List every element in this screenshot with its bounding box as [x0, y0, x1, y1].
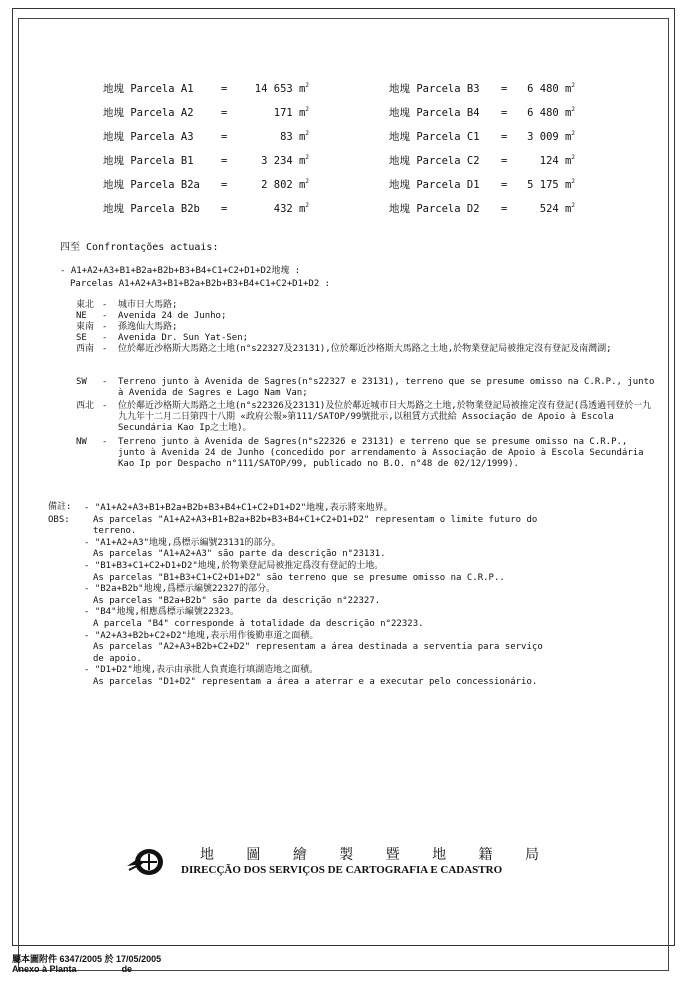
note-line: As parcelas "D1+D2" representam a área a aterrar e a executar pelo concessionário.: [93, 677, 538, 687]
notes-label-cn: 備註:: [48, 502, 72, 512]
note-line: As parcelas "A1+A2+A3" são parte da descrição n°23131.: [93, 549, 386, 560]
confrontation-item: [0, 437, 681, 481]
direction-dash: -: [102, 377, 108, 387]
parcel-name: 地塊 Parcela B2a: [103, 179, 200, 191]
direction-dash: -: [102, 401, 108, 411]
agency-logo-icon: [125, 844, 169, 880]
direction-text: 城市日大馬路;: [118, 300, 178, 310]
parcel-name: 地塊 Parcela D1: [389, 179, 480, 191]
parcel-row: [389, 177, 609, 193]
direction-dash: -: [102, 333, 108, 343]
area-unit-exponent: 2: [305, 82, 309, 89]
parcel-name: 地塊 Parcela A3: [103, 131, 194, 143]
parcel-row: [389, 153, 609, 169]
parcel-equals: =: [501, 155, 508, 167]
parcel-name: 地塊 Parcela C1: [389, 131, 480, 143]
parcel-area: 124 $m^2$: [539, 154, 575, 167]
parcel-row: [389, 129, 609, 145]
note-line: - "D1+D2"地塊,表示由承批人負責進行填湖造地之面積。: [84, 665, 319, 676]
parcel-area: 524 $m^2$: [539, 202, 575, 215]
area-unit-exponent: 2: [571, 154, 575, 161]
footer-annex-pt: [12, 964, 132, 974]
parcel-area: 171 $m^2$: [273, 106, 309, 119]
parcel-name: 地塊 Parcela B3: [389, 83, 480, 95]
note-line: - "A2+A3+B2b+C2+D2"地塊,表示用作後勤車道之面積。: [84, 630, 319, 641]
note-line: As parcelas "A2+A3+B2b+C2+D2" representam a área destinada a serventia para serviço: [93, 642, 543, 653]
area-unit-exponent: 2: [571, 130, 575, 137]
parcel-area: 5 175 $m^2$: [527, 178, 575, 191]
parcel-row: [389, 81, 609, 97]
area-unit-exponent: 2: [571, 82, 575, 89]
agency-name-char: 繪: [292, 847, 308, 863]
area-unit-exponent: 2: [571, 202, 575, 209]
agency-name-char: 暨: [385, 847, 401, 863]
parcel-equals: =: [501, 107, 508, 119]
agency-name-char: 地: [200, 847, 215, 863]
note-line: A parcela "B4" corresponde à totalidade da descrição n°22323.: [93, 619, 424, 629]
parcel-row: [103, 201, 323, 217]
parcel-name: 地塊 Parcela D2: [389, 203, 480, 215]
parcel-row: [103, 129, 323, 145]
notes-label-obs: OBS:: [48, 515, 70, 525]
parcel-area: 83 $m^2$: [280, 130, 309, 143]
parcel-area: 3 234 $m^2$: [261, 154, 309, 167]
parcel-equals: =: [501, 83, 508, 95]
area-unit-exponent: 2: [305, 106, 309, 113]
direction-label: SW: [76, 377, 87, 387]
direction-text: Avenida Dr. Sun Yat-Sen;: [118, 333, 249, 343]
area-unit-exponent: 2: [571, 106, 575, 113]
direction-dash: -: [102, 300, 108, 310]
parcels-pt-line: Parcelas A1+A2+A3+B1+B2a+B2b+B3+B4+C1+C2+D1+D2 :: [70, 279, 331, 289]
parcel-equals: =: [221, 83, 228, 95]
parcel-area: 2 802 $m^2$: [261, 178, 309, 191]
parcels-cn-line: - A1+A2+A3+B1+B2a+B2b+B3+B4+C1+C2+D1+D2地塊 :: [60, 266, 301, 276]
note-line: - "B1+B3+C1+C2+D1+D2"地塊,於物業登記局被推定爲沒有登記的土地。: [84, 561, 384, 571]
note-line: - "B2a+B2b"地塊,爲標示編號22327的部分。: [84, 584, 276, 595]
agency-block: [125, 840, 555, 890]
direction-text: Avenida 24 de Junho;: [118, 311, 227, 321]
direction-dash: -: [102, 322, 108, 332]
confrontation-item: [0, 401, 681, 434]
direction-label: 東北: [76, 300, 95, 310]
confrontation-item: [0, 300, 681, 311]
direction-label: SE: [76, 333, 87, 343]
parcel-name: 地塊 Parcela B1: [103, 155, 194, 167]
parcel-equals: =: [221, 155, 228, 167]
direction-text: Terreno junto à Avenida de Sagres(n°s22326 e 23131) e terreno que se presume omisso na C.R.P., junto à Avenida 24 de Junho (concedido por arrendamento à Associação de Apoio à Escola Secundária Kao Ip por Despacho n°111/SATOP/99, publicado no B.O. n°48 de 02/12/1999).: [118, 437, 644, 469]
parcel-area: 14 653 $m^2$: [254, 82, 309, 95]
parcel-name: 地塊 Parcela A1: [103, 83, 194, 95]
direction-label: 西北: [76, 401, 95, 411]
agency-name-char: 籍: [478, 847, 494, 863]
parcel-equals: =: [221, 131, 228, 143]
note-line: As parcelas "B1+B3+C1+C2+D1+D2" são terreno que se presume omisso na C.R.P..: [93, 572, 505, 583]
direction-dash: -: [102, 437, 108, 447]
parcel-equals: =: [501, 203, 508, 215]
note-line: terreno.: [93, 526, 137, 537]
confrontations-heading: 四至 Confrontações actuais:: [60, 242, 219, 253]
agency-name-char: 地: [432, 847, 448, 863]
parcel-name: 地塊 Parcela B2b: [103, 203, 200, 215]
note-line: - "B4"地塊,相應爲標示編號22323。: [84, 607, 240, 618]
direction-label: NE: [76, 311, 87, 321]
confrontation-item: [0, 311, 681, 322]
parcel-name: 地塊 Parcela C2: [389, 155, 480, 167]
parcel-row: [389, 201, 609, 217]
parcel-name: 地塊 Parcela A2: [103, 107, 194, 119]
confrontation-item: [0, 333, 681, 344]
confrontation-item: [0, 344, 681, 366]
parcel-area: 6 480 $m^2$: [527, 82, 575, 95]
agency-name-char: 製: [339, 847, 355, 863]
agency-name-char: 圖: [246, 847, 262, 863]
direction-label: NW: [76, 437, 87, 447]
parcel-row: [103, 177, 323, 193]
agency-name-pt: DIRECÇÃO DOS SERVIÇOS DE CARTOGRAFIA E CADASTRO: [181, 864, 503, 876]
footer-annex-label: Anexo à Planta: [12, 964, 77, 974]
agency-name-char: 局: [524, 847, 540, 863]
direction-label: 東南: [76, 322, 95, 332]
note-line: As parcelas "A1+A2+A3+B1+B2a+B2b+B3+B4+C1+C2+D1+D2" representam o limite futuro do: [93, 514, 538, 525]
footer-annex-cn: 屬本圖附件 6347/2005 於 17/05/2005: [12, 954, 162, 964]
parcel-equals: =: [501, 131, 508, 143]
note-line: As parcelas "B2a+B2b" são parte da descrição n°22327.: [93, 595, 381, 606]
parcel-row: [389, 105, 609, 121]
direction-label: 西南: [76, 344, 95, 354]
area-unit-exponent: 2: [305, 130, 309, 137]
confrontation-item: [0, 377, 681, 399]
footer-annex-de: de: [121, 964, 133, 974]
parcel-name: 地塊 Parcela B4: [389, 107, 480, 119]
agency-name-cn: [200, 844, 540, 864]
direction-dash: -: [102, 344, 108, 354]
parcel-row: [103, 105, 323, 121]
parcel-area: 432 $m^2$: [273, 202, 309, 215]
note-line: - "A1+A2+A3"地塊,爲標示編號23131的部分。: [84, 537, 281, 548]
note-line: de apoio.: [93, 653, 142, 664]
parcel-equals: =: [221, 203, 228, 215]
area-unit-exponent: 2: [305, 202, 309, 209]
area-unit-exponent: 2: [305, 154, 309, 161]
parcel-equals: =: [501, 179, 508, 191]
parcel-area: 3 009 $m^2$: [527, 130, 575, 143]
area-unit-exponent: 2: [305, 178, 309, 185]
parcel-area: 6 480 $m^2$: [527, 106, 575, 119]
confrontation-item: [0, 322, 681, 333]
direction-text: 孫逸仙大馬路;: [118, 322, 178, 332]
area-unit-exponent: 2: [571, 178, 575, 185]
parcel-equals: =: [221, 107, 228, 119]
parcel-row: [103, 153, 323, 169]
note-line: - "A1+A2+A3+B1+B2a+B2b+B3+B4+C1+C2+D1+D2"地塊,表示將來地界。: [84, 503, 393, 513]
direction-text: 位於鄰近沙格斯大馬路之土地(n°s22326及23131)及位於鄰近城市日大馬路之土地,於物業登記局被推定沒有登記(爲透過刊登於一九九九年十二月二日第四十八期 «政府公報»第111/SATOP/99號批示,以租賃方式批給 Associação de Apoio à Escola Secundária Kao Ip之土地)。: [118, 401, 652, 433]
direction-text: Terreno junto à Avenida de Sagres(n°s22327 e 23131), terreno que se presume omisso na C.R.P., junto à Avenida de Sagres e Lago Nam Van;: [118, 377, 655, 398]
parcel-equals: =: [221, 179, 228, 191]
parcel-row: [103, 81, 323, 97]
direction-text: 位於鄰近沙格斯大馬路之土地(n°s22327及23131),位於鄰近沙格斯大馬路之土地,於物業登記局被推定沒有登記及南灣湖;: [118, 344, 612, 354]
direction-dash: -: [102, 311, 108, 321]
